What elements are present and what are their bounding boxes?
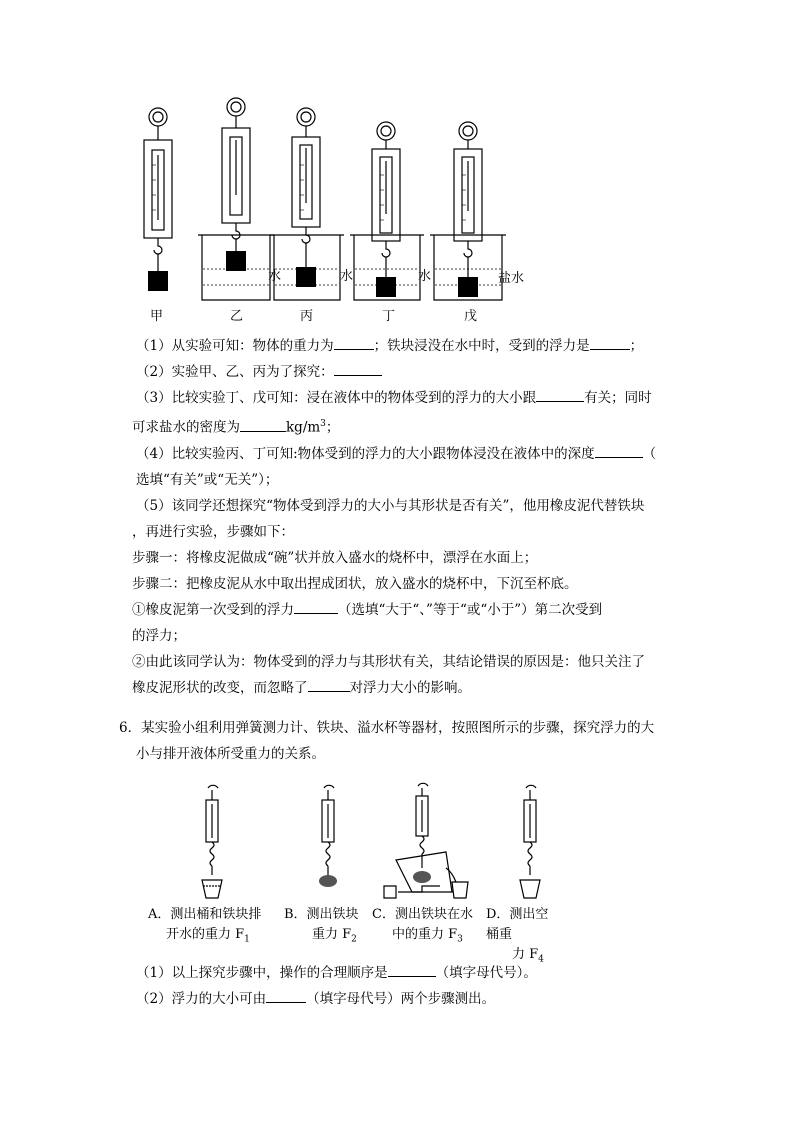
liquid-label-bing: 水 (340, 269, 354, 284)
q5-step1-text: 步骤一：将橡皮泥做成“碗”状并放入盛水的烧杯中，漂浮在水面上； (132, 549, 538, 566)
q5-p4-text-c: 选填“有关”或“无关”）； (136, 471, 279, 488)
q6-p2-text-b: （填字母代号）两个步骤测出。 (306, 991, 496, 1007)
q5-part5-cont (132, 519, 681, 545)
caption-a-sub: 1 (244, 934, 250, 945)
q5-step2 (132, 571, 681, 597)
q5-p4-text-a: （4）比较实验丙、丁可知:物体受到的浮力的大小跟物体浸没在液体中的深度 (136, 445, 595, 462)
spring-scale-diagram (130, 95, 550, 330)
caption-a (148, 905, 261, 950)
q5-p1-text-c: ； (629, 338, 644, 354)
caption-a-line1: A．测出桶和铁块排 (148, 907, 262, 922)
answer-blank[interactable] (334, 335, 374, 350)
liquid-label-yi: 水 (268, 269, 282, 284)
q5-step2-text: 步骤二：把橡皮泥从水中取出捏成团状，放入盛水的烧杯中，下沉至杯底。 (132, 575, 578, 592)
q5-sub2-cont (132, 675, 681, 701)
caption-b-text: 重力 F (312, 927, 352, 942)
answer-blank[interactable] (388, 962, 436, 977)
q5-s1-text-b: （选填“大于“、”等于“或“小于”）第二次受到 (338, 601, 603, 618)
q5-s2-text-c: 对浮力大小的影响。 (349, 679, 471, 696)
q6-p1-text-a: （1）以上探究步骤中，操作的合理顺序是 (136, 965, 388, 981)
label-bing: 丙 (300, 309, 314, 324)
q6-stem-line2 (136, 741, 679, 767)
q5-p3-text-c: 可求盐水的密度为 (132, 419, 240, 436)
caption-b (284, 905, 359, 950)
q6-part1 (136, 960, 681, 986)
answer-blank[interactable] (240, 417, 286, 432)
q5-p2-text: （2）实验甲、乙、丙为了探究： (136, 364, 334, 380)
q5-s2-text-a: ②由此该同学认为：物体受到的浮力与其形状有关，其结论错误的原因是：他只关注了 (132, 653, 645, 670)
caption-d-line1: D．测出空桶重 (486, 907, 549, 942)
answer-blank[interactable] (590, 335, 630, 350)
caption-d-text: 力 F (512, 947, 539, 962)
q5-part1 (136, 333, 681, 359)
unit-kg-m3: kg/m (286, 419, 321, 436)
q5-part4-cont (136, 467, 681, 493)
q5-p1-text-b: ；铁块浸没在水中时，受到的浮力是 (373, 338, 590, 354)
caption-c-line2 (372, 925, 473, 950)
caption-a-text: 开水的重力 F (166, 927, 245, 942)
q5-p1-text-a: （1）从实验可知：物体的重力为 (136, 338, 334, 354)
q5-part3-cont (132, 411, 681, 441)
q5-s1-text-c: 的浮力； (132, 627, 186, 644)
q6-stem-text-a: 某实验小组利用弹簧测力计、铁块、溢水杯等器材，按照图所示的步骤，探究浮力的大 (141, 720, 655, 736)
q5-part2 (136, 359, 681, 385)
q6-stem-line1 (119, 715, 679, 741)
caption-d-sub: 4 (538, 954, 544, 965)
label-jia: 甲 (150, 309, 164, 324)
caption-c-sub: 3 (457, 934, 463, 945)
caption-b-sub: 2 (351, 934, 357, 945)
q5-sub1-cont (132, 623, 681, 649)
overflow-cup-diagram (160, 780, 560, 905)
q5-part5 (136, 493, 681, 519)
question-6-stem (119, 715, 679, 767)
label-wu: 戊 (464, 309, 478, 324)
q5-p3-text-end: ； (325, 419, 340, 436)
overflow-cup-figure (148, 780, 560, 965)
answer-blank[interactable] (334, 361, 382, 376)
liquid-label-wu: 盐水 (498, 271, 525, 286)
label-ding: 丁 (382, 309, 396, 324)
q6-part2 (136, 986, 681, 1012)
q5-sub1 (132, 597, 681, 623)
caption-c-line1: C．测出铁块在水 (372, 907, 473, 922)
q5-sub2 (132, 649, 681, 675)
q6-p1-text-b: （填字母代号）。 (435, 965, 537, 981)
label-yi: 乙 (230, 309, 244, 324)
question-5-parts (132, 333, 681, 701)
liquid-label-ding: 水 (418, 269, 432, 284)
q5-part3 (136, 385, 681, 411)
q5-s1-text-a: ①橡皮泥第一次受到的浮力 (132, 601, 294, 618)
answer-blank[interactable] (536, 387, 584, 402)
q6-number: 6． (119, 720, 142, 736)
answer-blank[interactable] (308, 677, 350, 692)
unit-superscript: 3 (320, 419, 326, 429)
spring-scale-figure (130, 95, 550, 330)
q5-part4 (136, 441, 681, 467)
question-6-parts (136, 960, 681, 1012)
q5-s2-text-b: 橡皮泥形状的改变，而忽略了 (132, 679, 308, 696)
q5-p5-text-b: ，再进行实验，步骤如下： (132, 523, 294, 540)
q5-p5-text-a: （5）该同学还想探究“物体受到浮力的大小与其形状是否有关”，他用橡皮泥代替铁块 (136, 497, 645, 514)
caption-b-line2 (284, 925, 359, 950)
caption-c (372, 905, 473, 950)
q5-p3-text-b: 有关；同时 (584, 390, 652, 406)
q5-p3-text-a: （3）比较实验丁、戊可知：浸在液体中的物体受到的浮力的大小跟 (136, 390, 537, 406)
caption-a-line2 (148, 925, 261, 950)
answer-blank[interactable] (266, 988, 306, 1003)
answer-blank[interactable] (294, 599, 338, 614)
caption-c-text: 中的重力 F (392, 927, 458, 942)
q6-stem-text-b: 小与排开液体所受重力的关系。 (136, 746, 325, 762)
answer-blank[interactable] (595, 443, 643, 458)
q5-p4-text-b: （ (642, 445, 657, 462)
q6-p2-text-a: （2）浮力的大小可由 (136, 991, 267, 1007)
caption-b-line1: B．测出铁块 (284, 907, 359, 922)
q5-step1 (132, 545, 681, 571)
